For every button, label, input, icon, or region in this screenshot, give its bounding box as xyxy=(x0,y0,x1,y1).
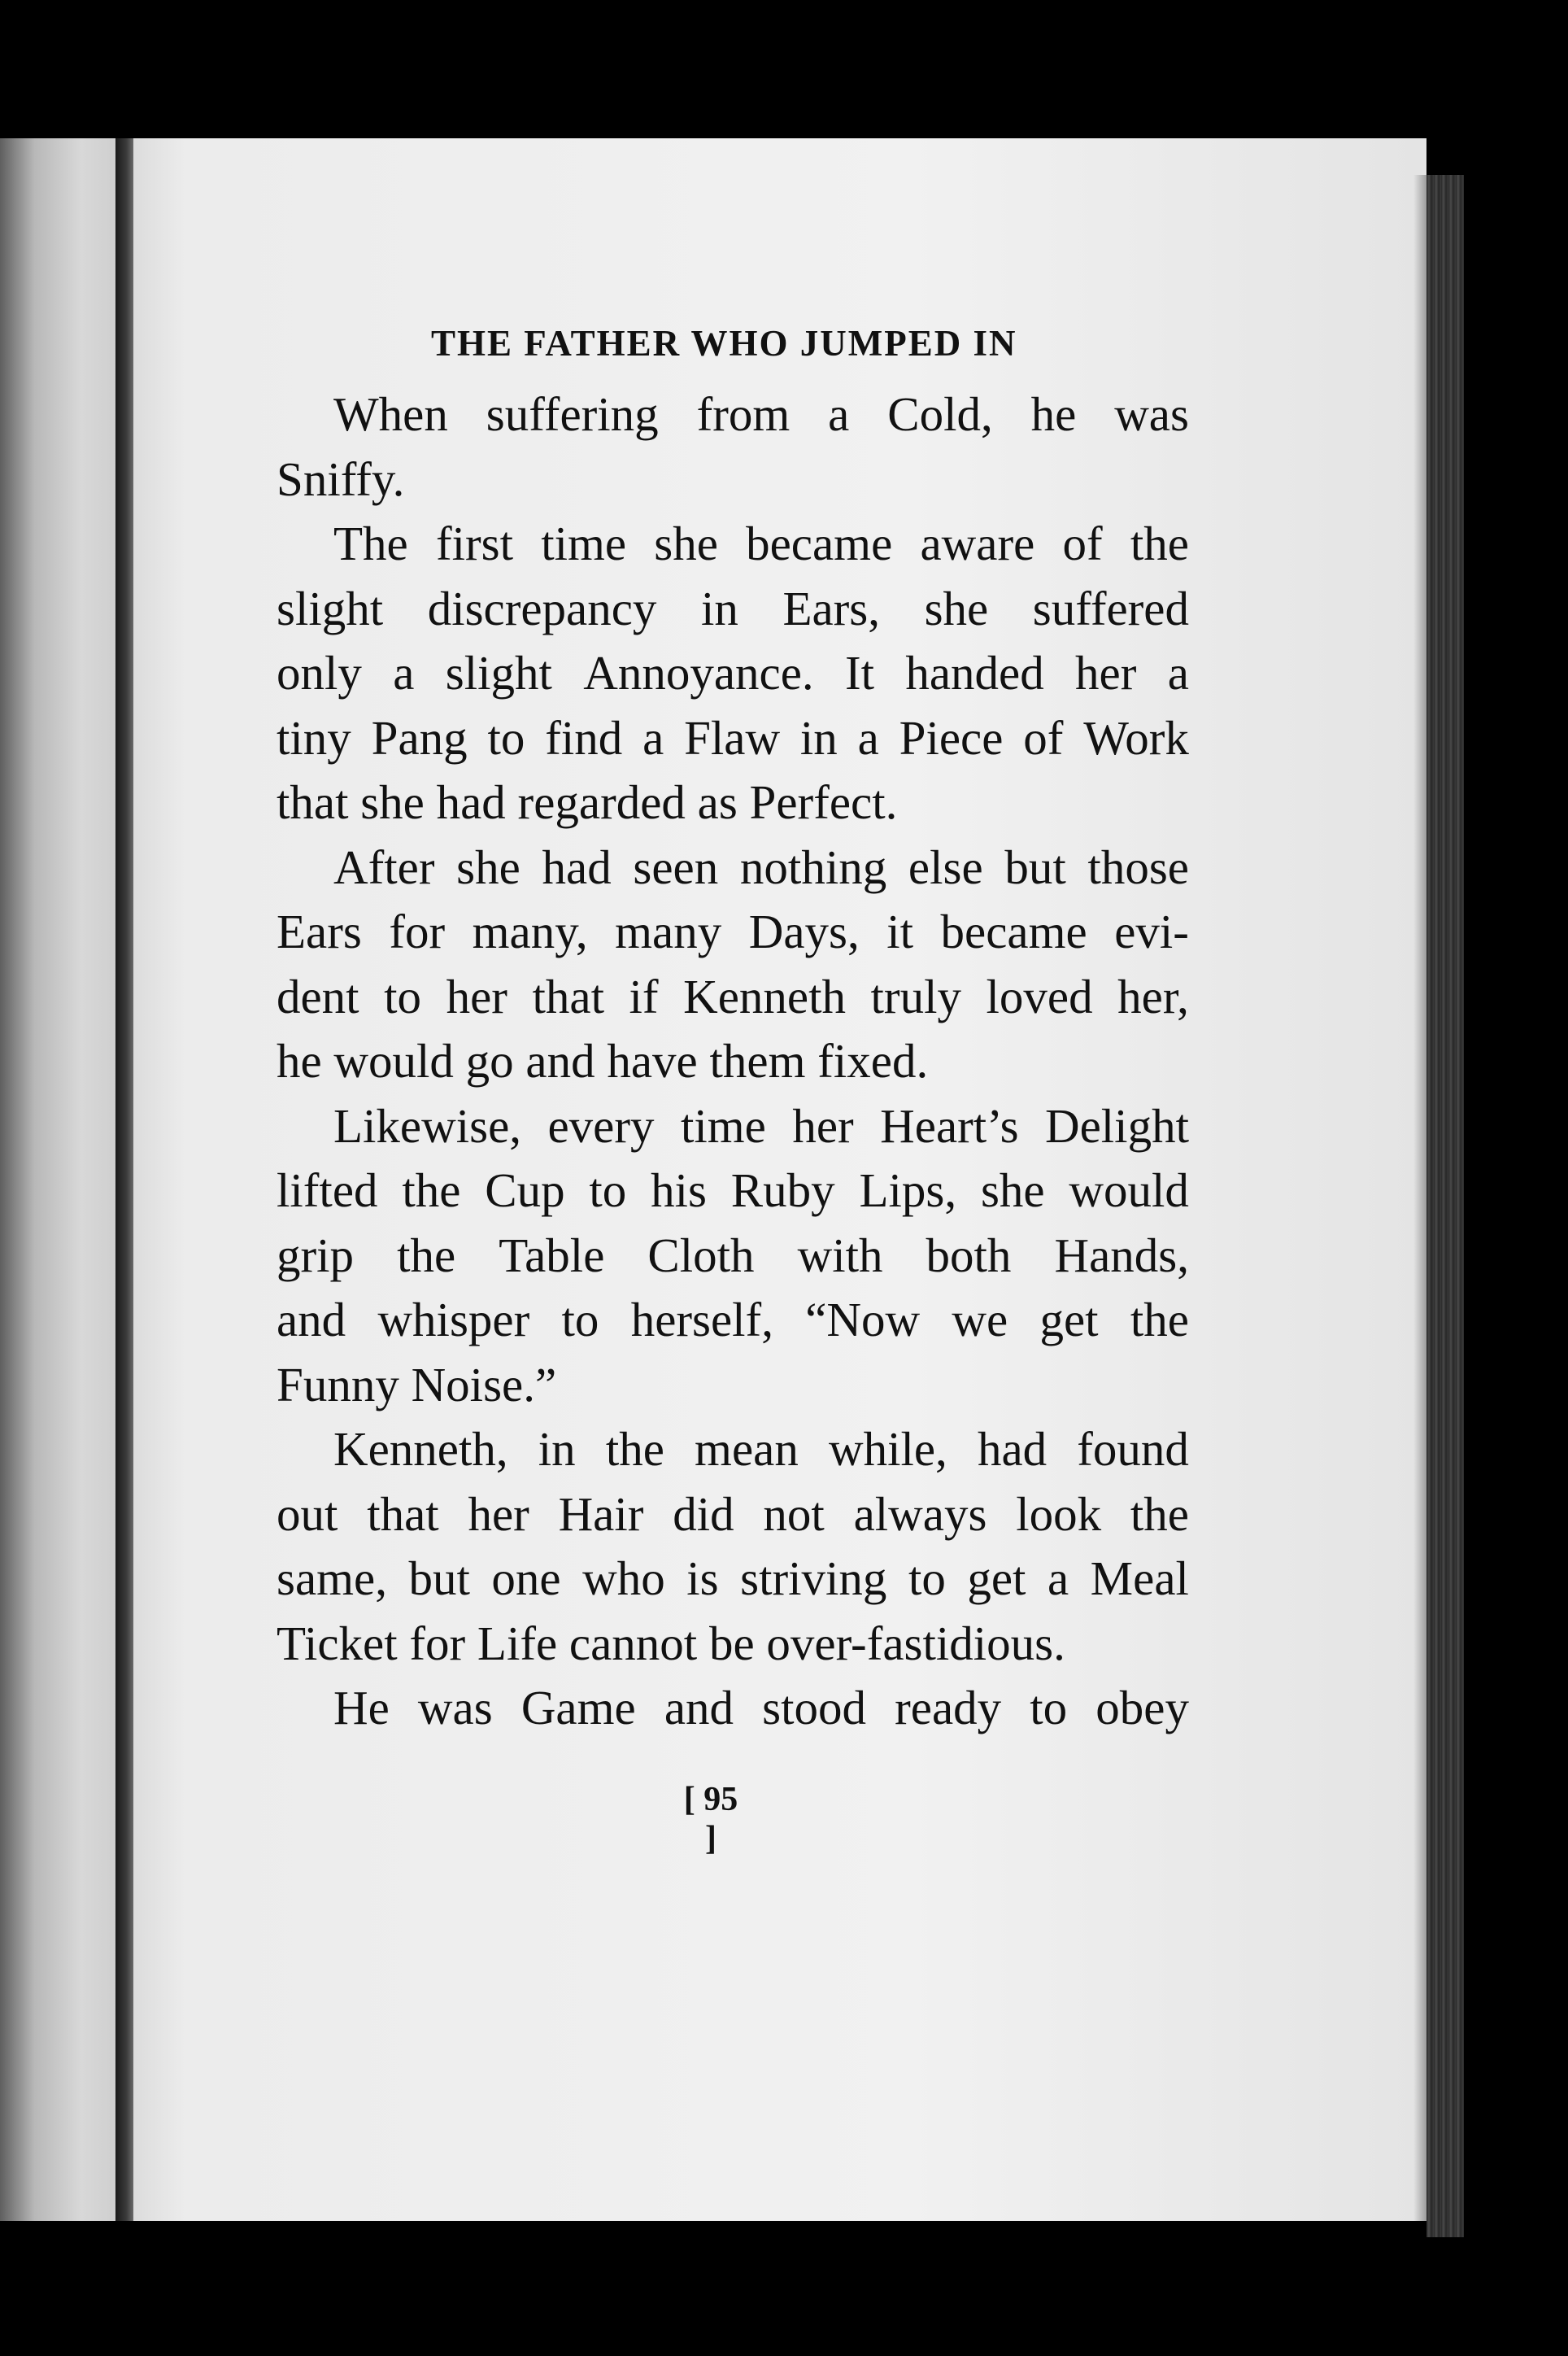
word: Cloth xyxy=(647,1228,755,1282)
word: out xyxy=(277,1486,338,1541)
word: in xyxy=(538,1422,576,1476)
word: Ruby xyxy=(730,1163,835,1217)
word: who xyxy=(582,1551,665,1605)
word: for xyxy=(389,905,446,958)
word: but xyxy=(408,1551,470,1605)
word: dent xyxy=(277,969,359,1023)
word: Ears xyxy=(277,905,362,958)
word: every xyxy=(547,1098,655,1153)
page-number: [ 95 ] xyxy=(683,1781,738,1857)
word: suffered xyxy=(1032,581,1189,635)
word: those xyxy=(1087,840,1189,894)
word: same, xyxy=(277,1551,387,1605)
facing-page-edge xyxy=(0,138,115,2221)
text-line xyxy=(277,900,1189,965)
word: and xyxy=(664,1681,734,1734)
word: to xyxy=(1030,1681,1068,1734)
word: truly xyxy=(870,969,961,1023)
word: look xyxy=(1016,1486,1102,1541)
word: nothing xyxy=(739,840,887,894)
text-line xyxy=(277,1224,1189,1289)
word: time xyxy=(541,517,627,570)
word: lifted xyxy=(277,1163,378,1217)
text-line xyxy=(277,1417,1189,1482)
running-head: THE FATHER WHO JUMPED IN xyxy=(431,323,1017,364)
word: mean xyxy=(695,1422,799,1476)
word: Flaw xyxy=(684,710,781,765)
word: aware xyxy=(920,517,1035,570)
word: evi- xyxy=(1114,905,1189,958)
word: in xyxy=(700,581,738,635)
word: of xyxy=(1062,517,1103,570)
word: but xyxy=(1004,840,1066,894)
word: to xyxy=(487,710,525,765)
word: a xyxy=(393,646,415,700)
word: we xyxy=(952,1293,1008,1346)
word: became xyxy=(940,905,1087,958)
word: whisper xyxy=(377,1293,530,1346)
text-line xyxy=(277,577,1189,642)
word: the xyxy=(1130,1486,1189,1541)
word: became xyxy=(746,517,893,570)
word: was xyxy=(417,1681,493,1734)
word: that xyxy=(367,1486,439,1541)
word: not xyxy=(763,1486,825,1541)
word: to xyxy=(908,1551,946,1605)
word: When xyxy=(333,387,448,441)
word: with xyxy=(797,1228,883,1282)
word: Heart’s xyxy=(880,1098,1019,1153)
text-line xyxy=(277,1288,1189,1353)
word: obey xyxy=(1095,1681,1189,1734)
word: a xyxy=(642,710,664,765)
text-line xyxy=(277,706,1189,771)
word: Days, xyxy=(748,905,860,958)
word: It xyxy=(844,646,875,700)
word: Kenneth xyxy=(683,969,846,1023)
word: is xyxy=(686,1551,719,1605)
text-line xyxy=(277,1676,1189,1741)
word: and xyxy=(277,1293,346,1346)
word: slight xyxy=(277,581,384,635)
word: did xyxy=(673,1486,734,1541)
word: Likewise, xyxy=(333,1098,522,1153)
word: from xyxy=(696,387,791,441)
word: Annoyance. xyxy=(583,646,814,700)
word: to xyxy=(561,1293,599,1346)
text-line: Ticket for Life cannot be over-fastidious. xyxy=(277,1616,1065,1670)
word: his xyxy=(651,1163,707,1217)
word: she xyxy=(980,1163,1045,1217)
text-line xyxy=(277,641,1189,706)
text-line xyxy=(277,965,1189,1030)
word: Ears, xyxy=(782,581,881,635)
word: slight xyxy=(445,646,552,700)
book-gutter xyxy=(115,138,133,2221)
word: had xyxy=(977,1422,1048,1476)
word: would xyxy=(1069,1163,1189,1217)
word: of xyxy=(1023,710,1064,765)
word: a xyxy=(828,387,850,441)
word: was xyxy=(1114,387,1189,441)
word: it xyxy=(886,905,914,958)
word: the xyxy=(397,1228,456,1282)
word: had xyxy=(542,840,612,894)
word: Piece xyxy=(899,710,1004,765)
word: herself, xyxy=(630,1293,773,1346)
word: her xyxy=(792,1098,854,1153)
word: tiny xyxy=(277,710,351,765)
word: the xyxy=(1130,517,1189,570)
word: she xyxy=(924,581,989,635)
text-line: that she had regarded as Perfect. xyxy=(277,775,898,829)
text-line: Sniffy. xyxy=(277,452,405,506)
word: else xyxy=(908,840,983,894)
word: “Now xyxy=(805,1293,921,1346)
word: to xyxy=(589,1163,627,1217)
word: time xyxy=(681,1098,766,1153)
word: if xyxy=(629,969,659,1023)
word: grip xyxy=(277,1228,355,1282)
word: stood xyxy=(762,1681,866,1734)
word: Kenneth, xyxy=(333,1422,508,1476)
word: get xyxy=(1039,1293,1099,1346)
word: many xyxy=(615,905,722,958)
word: a xyxy=(1167,646,1189,700)
word: After xyxy=(333,840,435,894)
word: only xyxy=(277,646,362,700)
text-line xyxy=(277,1482,1189,1547)
word: find xyxy=(545,710,623,765)
word: the xyxy=(605,1422,664,1476)
word: in xyxy=(799,710,838,765)
body-text xyxy=(277,382,1189,1741)
word: her xyxy=(1075,646,1137,700)
word: a xyxy=(857,710,879,765)
word: Table xyxy=(499,1228,605,1282)
word: Game xyxy=(520,1681,636,1734)
word: while, xyxy=(828,1422,947,1476)
word: seen xyxy=(633,840,719,894)
word: to xyxy=(384,969,422,1023)
word: a xyxy=(1047,1551,1069,1605)
word: Cup xyxy=(485,1163,565,1217)
word: Pang xyxy=(371,710,468,765)
text-line: he would go and have them fixed. xyxy=(277,1034,929,1088)
word: Delight xyxy=(1045,1098,1189,1153)
word: she xyxy=(456,840,520,894)
text-line xyxy=(277,1547,1189,1612)
text-line xyxy=(277,836,1189,901)
word: both xyxy=(926,1228,1012,1282)
text-line: Funny Noise.” xyxy=(277,1357,557,1411)
word: found xyxy=(1077,1422,1189,1476)
word: Cold, xyxy=(887,387,993,441)
word: her xyxy=(468,1486,529,1541)
word: the xyxy=(402,1163,461,1217)
word: that xyxy=(532,969,604,1023)
word: He xyxy=(333,1681,390,1734)
word: handed xyxy=(905,646,1044,700)
word: get xyxy=(967,1551,1026,1605)
word: her xyxy=(446,969,507,1023)
word: Hands, xyxy=(1054,1228,1189,1282)
word: her, xyxy=(1117,969,1189,1023)
word: many, xyxy=(472,905,588,958)
word: suffering xyxy=(486,387,659,441)
word: one xyxy=(491,1551,561,1605)
word: she xyxy=(654,517,718,570)
word: first xyxy=(435,517,513,570)
text-line xyxy=(277,512,1189,577)
text-line xyxy=(277,1158,1189,1224)
word: the xyxy=(1130,1293,1189,1346)
word: Lips, xyxy=(859,1163,957,1217)
text-line xyxy=(277,1094,1189,1159)
word: striving xyxy=(740,1551,887,1605)
word: Hair xyxy=(558,1486,644,1541)
word: loved xyxy=(986,969,1093,1023)
page-block-edge xyxy=(1426,175,1464,2237)
text-line xyxy=(277,382,1189,447)
word: discrepancy xyxy=(427,581,657,635)
word: Meal xyxy=(1090,1551,1189,1605)
word: Work xyxy=(1083,710,1189,765)
word: always xyxy=(853,1486,987,1541)
word: ready xyxy=(895,1681,1002,1734)
word: The xyxy=(333,517,408,570)
word: he xyxy=(1030,387,1077,441)
